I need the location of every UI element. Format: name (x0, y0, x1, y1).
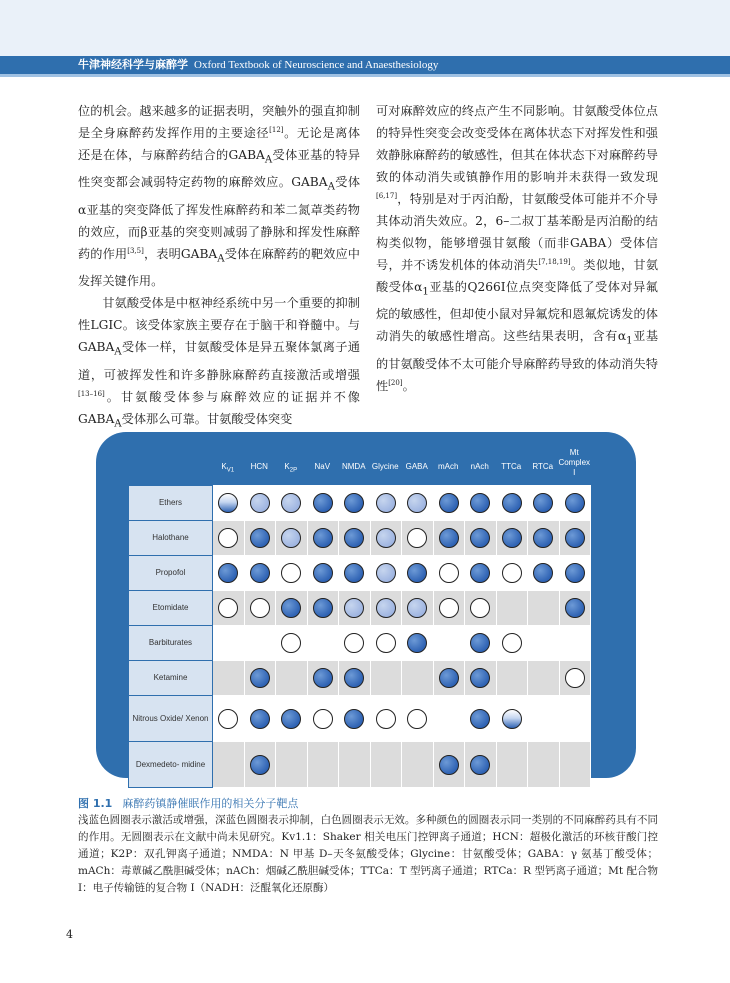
figure-cell (496, 521, 528, 556)
caption-label: 图 1.1 (78, 797, 113, 810)
effect-circle-dark (218, 563, 238, 583)
figure-cell (559, 591, 591, 626)
figure-cell (496, 591, 528, 626)
figure-caption (78, 795, 658, 897)
row-label: Nitrous Oxide/ Xenon (129, 696, 213, 742)
column-header: $K_{2P}$ (284, 462, 298, 474)
figure-cell (559, 486, 591, 521)
effect-circle-dark (281, 598, 301, 618)
column-header: HCN (250, 462, 268, 471)
column-header: NaV (314, 462, 331, 471)
body-column-left (78, 100, 360, 435)
effect-circle-dark (502, 528, 522, 548)
figure-cell (339, 486, 371, 521)
figure-cell (465, 742, 497, 788)
figure-cell (244, 486, 276, 521)
figure-cell (465, 521, 497, 556)
figure-row (129, 696, 591, 742)
effect-circle-dark (344, 563, 364, 583)
figure-cell (559, 626, 591, 661)
figure-cell (370, 591, 402, 626)
figure-cell (433, 486, 465, 521)
figure-cell (465, 486, 497, 521)
effect-circle-mixed (502, 709, 522, 729)
effect-circle-white (502, 563, 522, 583)
column-header: nAch (470, 462, 489, 471)
figure-cell (276, 556, 308, 591)
figure-cell (307, 742, 339, 788)
figure-cell (244, 626, 276, 661)
effect-circle-dark (470, 709, 490, 729)
figure-cell (496, 661, 528, 696)
figure-cell (339, 591, 371, 626)
body-column-right (376, 100, 658, 397)
effect-circle-dark (533, 528, 553, 548)
row-label: Dexmedeto- midine (129, 742, 213, 788)
effect-circle-dark (313, 668, 333, 688)
effect-circle-white (344, 633, 364, 653)
effect-circle-dark (565, 598, 585, 618)
figure-cell (496, 486, 528, 521)
effect-circle-white (439, 563, 459, 583)
figure-cell (244, 696, 276, 742)
running-header (78, 57, 438, 73)
effect-circle-dark (250, 668, 270, 688)
effect-circle-dark (344, 668, 364, 688)
figure-cell (244, 742, 276, 788)
effect-circle-white (281, 563, 301, 583)
effect-circle-dark (565, 528, 585, 548)
figure-cell (496, 556, 528, 591)
effect-circle-dark (439, 528, 459, 548)
figure-cell (213, 742, 245, 788)
figure-cell (528, 661, 560, 696)
figure-cell (370, 696, 402, 742)
effect-circle-light (376, 528, 396, 548)
figure-cell (528, 591, 560, 626)
column-header: TTCa (501, 462, 522, 471)
figure-row (129, 742, 591, 788)
figure-cell (402, 742, 434, 788)
figure-row (129, 626, 591, 661)
effect-circle-dark (439, 493, 459, 513)
figure-cell (465, 626, 497, 661)
effect-circle-white (218, 598, 238, 618)
figure-cell (276, 591, 308, 626)
effect-circle-dark (313, 598, 333, 618)
figure-cell (433, 626, 465, 661)
effect-circle-dark (344, 493, 364, 513)
figure-cell (244, 521, 276, 556)
column-header: Glycine (371, 462, 399, 471)
figure-cell (276, 486, 308, 521)
figure-cell (402, 591, 434, 626)
effect-circle-dark (470, 528, 490, 548)
figure-cell (402, 696, 434, 742)
figure-cell (433, 661, 465, 696)
figure-cell (559, 661, 591, 696)
figure-row (129, 661, 591, 696)
figure-cell (528, 556, 560, 591)
column-header: Mt Complex I (558, 448, 591, 477)
effect-circle-light (407, 493, 427, 513)
effect-circle-dark (344, 528, 364, 548)
effect-circle-dark (533, 493, 553, 513)
figure-cell (465, 696, 497, 742)
figure-cell (307, 626, 339, 661)
effect-circle-dark (407, 633, 427, 653)
effect-circle-dark (313, 528, 333, 548)
paragraph-left-2: 甘氨酸受体是中枢神经系统中另一个重要的抑制性LGIC。该受体家族主要存在于脑干和脊髓中。与$GABA_A$受体一样，甘氨酸受体是异五聚体氯离子通道，可被挥发性和许多静脉麻醉药直接激活或增强[13–16]。甘氨酸受体参与麻醉效应的证据并不像$GABA_A$受体那么可靠。甘氨酸受体突变 (78, 296, 360, 430)
figure-row (129, 521, 591, 556)
column-header: GABA (405, 462, 428, 471)
figure-cell (213, 696, 245, 742)
caption-title: 麻醉药镇静催眠作用的相关分子靶点 (122, 797, 299, 810)
figure-cell (244, 661, 276, 696)
figure-cell (402, 521, 434, 556)
effect-circle-mixed (218, 493, 238, 513)
figure-cell (528, 486, 560, 521)
figure-cell (307, 696, 339, 742)
row-label: Barbiturates (129, 626, 213, 661)
figure-cell (402, 486, 434, 521)
paragraph-left-1: 位的机会。越来越多的证据表明，突触外的强直抑制是全身麻醉药发挥作用的主要途径[12]。无论是离体还是在体，与麻醉药结合的$GABA_A$受体亚基的特异性突变都会减弱特定药物的麻醉效应。$GABA_A$受体α亚基的突变降低了挥发性麻醉药和苯二氮䓬类药物的效应，而β亚基的突变则减弱了静脉和挥发性麻醉药的作用[3,5]，表明$GABA_A$受体在麻醉药的靶效应中发挥关键作用。 (78, 104, 361, 289)
figure-cell (370, 661, 402, 696)
figure-cell (528, 742, 560, 788)
effect-circle-dark (470, 563, 490, 583)
page-number: 4 (66, 928, 73, 941)
paragraph-right-1: 可对麻醉效应的终点产生不同影响。甘氨酸受体位点的特异性突变会改变受体在离体状态下对挥发性和强效静脉麻醉药的敏感性，但其在体状态下对麻醉药导致的体动消失或镇静作用的影响并未获得一致发现[6,17]，特别是对于丙泊酚，甘氨酸受体可能并不介导其体动消失效应。2，6–二叔丁基苯酚是丙泊酚的结构类似物，能够增强甘氨酸（而非GABA）受体信号，并不诱发机体的体动消失[7,18,19]。类似地，甘氨酸受体$\alpha_1$亚基的Q266I位点突变降低了受体对异氟烷的敏感性，但却使小鼠对异氟烷和恩氟烷诱发的体动消失的敏感性增高。这些结果表明，含有$\alpha_1$亚基的甘氨酸受体不太可能介导麻醉药导致的体动消失特性[20]。 (376, 104, 659, 393)
figure-cell (307, 556, 339, 591)
figure-cell (276, 521, 308, 556)
effect-circle-white (502, 633, 522, 653)
effect-circle-white (250, 598, 270, 618)
effect-circle-white (281, 633, 301, 653)
effect-circle-dark (565, 563, 585, 583)
figure-cell (276, 626, 308, 661)
figure-cell (433, 742, 465, 788)
effect-circle-dark (250, 563, 270, 583)
figure-cell (559, 742, 591, 788)
figure-cell (465, 661, 497, 696)
effect-circle-white (407, 528, 427, 548)
figure-row (129, 591, 591, 626)
effect-circle-dark (470, 668, 490, 688)
effect-circle-white (470, 598, 490, 618)
figure-cell (433, 696, 465, 742)
effect-circle-white (218, 528, 238, 548)
figure-cell (370, 521, 402, 556)
effect-circle-light (281, 528, 301, 548)
figure-cell (213, 556, 245, 591)
effect-circle-dark (470, 493, 490, 513)
effect-circle-white (313, 709, 333, 729)
figure-cell (339, 626, 371, 661)
figure-cell (307, 661, 339, 696)
effect-circle-white (218, 709, 238, 729)
figure-cell (528, 521, 560, 556)
column-header: $K_{V1}$ (221, 462, 235, 474)
effect-circle-light (376, 598, 396, 618)
figure-cell (307, 521, 339, 556)
effect-circle-light (407, 598, 427, 618)
effect-circle-dark (470, 755, 490, 775)
figure-cell (339, 742, 371, 788)
figure-cell (465, 591, 497, 626)
figure-cell (496, 696, 528, 742)
figure-cell (370, 626, 402, 661)
figure-cell (244, 556, 276, 591)
effect-circle-dark (313, 493, 333, 513)
figure-cell (496, 742, 528, 788)
effect-circle-dark (250, 755, 270, 775)
figure-cell (465, 556, 497, 591)
header-en-title: Oxford Textbook of Neuroscience and Anaesthesiology (194, 59, 439, 71)
effect-circle-dark (470, 633, 490, 653)
figure-cell (307, 486, 339, 521)
header-strip (0, 74, 730, 77)
effect-circle-dark (250, 709, 270, 729)
effect-circle-dark (250, 528, 270, 548)
row-label: Propofol (129, 556, 213, 591)
caption-text: 浅蓝色圆圈表示激活或增强，深蓝色圆圈表示抑制，白色圆圈表示无效。多种颜色的圆圈表示同一类别的不同麻醉药具有不同的作用。无圆圈表示在文献中尚未见研究。Kv1.1：Shaker 相关电压门控钾离子通道；HCN：超极化激活的环核苷酸门控通道；K2P：双孔钾离子通道；NMDA：N 甲基 D–天冬氨酸受体；Glycine：甘氨酸受体；GABA：γ 氨基丁酸受体；mACh：毒蕈碱乙酰胆碱受体；nACh：烟碱乙酰胆碱受体；TTCa：T 型钙离子通道；RTCa：R 型钙离子通道；Mt 配合物 I：电子传输链的复合物 I（NADH：泛醌氧化还原酶） (78, 814, 658, 894)
figure-row (129, 486, 591, 521)
effect-circle-light (281, 493, 301, 513)
figure-cell (307, 591, 339, 626)
effect-circle-white (376, 633, 396, 653)
figure-cell (528, 696, 560, 742)
figure-cell (213, 591, 245, 626)
effect-circle-dark (502, 493, 522, 513)
figure-cell (559, 556, 591, 591)
row-label: Ketamine (129, 661, 213, 696)
figure-cell (339, 696, 371, 742)
figure-row (129, 556, 591, 591)
figure-cell (433, 556, 465, 591)
figure-cell (213, 661, 245, 696)
effect-circle-white (565, 668, 585, 688)
effect-circle-light (344, 598, 364, 618)
figure-cell (559, 521, 591, 556)
figure-cell (496, 626, 528, 661)
effect-circle-dark (344, 709, 364, 729)
header-cn-title: 牛津神经科学与麻醉学 (78, 58, 188, 71)
figure-cell (559, 696, 591, 742)
effect-circle-light (250, 493, 270, 513)
figure-cell (339, 521, 371, 556)
effect-circle-white (376, 709, 396, 729)
effect-circle-dark (407, 563, 427, 583)
effect-circle-dark (313, 563, 333, 583)
effect-circle-light (376, 563, 396, 583)
row-label: Halothane (129, 521, 213, 556)
figure-cell (433, 521, 465, 556)
effect-circle-dark (439, 668, 459, 688)
effect-circle-dark (533, 563, 553, 583)
column-header: NMDA (341, 462, 366, 471)
figure-cell (213, 626, 245, 661)
caption-title-line (78, 795, 658, 812)
figure-cell (402, 661, 434, 696)
figure-cell (276, 742, 308, 788)
figure-cell (213, 521, 245, 556)
figure-cell (370, 486, 402, 521)
figure-cell (370, 742, 402, 788)
figure-cell (370, 556, 402, 591)
effect-circle-white (439, 598, 459, 618)
figure-cell (402, 556, 434, 591)
figure-cell (433, 591, 465, 626)
column-header: mAch (438, 462, 459, 471)
effect-circle-dark (439, 755, 459, 775)
figure-cell (244, 591, 276, 626)
column-header: RTCa (532, 462, 554, 471)
row-label: Etomidate (129, 591, 213, 626)
figure-cell (213, 486, 245, 521)
figure-cell (528, 626, 560, 661)
figure-cell (339, 661, 371, 696)
effect-circle-light (376, 493, 396, 513)
effect-circle-white (407, 709, 427, 729)
effect-circle-dark (281, 709, 301, 729)
effect-circle-dark (565, 493, 585, 513)
figure-cell (339, 556, 371, 591)
figure-cell (276, 661, 308, 696)
figure-table (128, 485, 591, 788)
row-label: Ethers (129, 486, 213, 521)
figure-cell (276, 696, 308, 742)
figure-cell (402, 626, 434, 661)
